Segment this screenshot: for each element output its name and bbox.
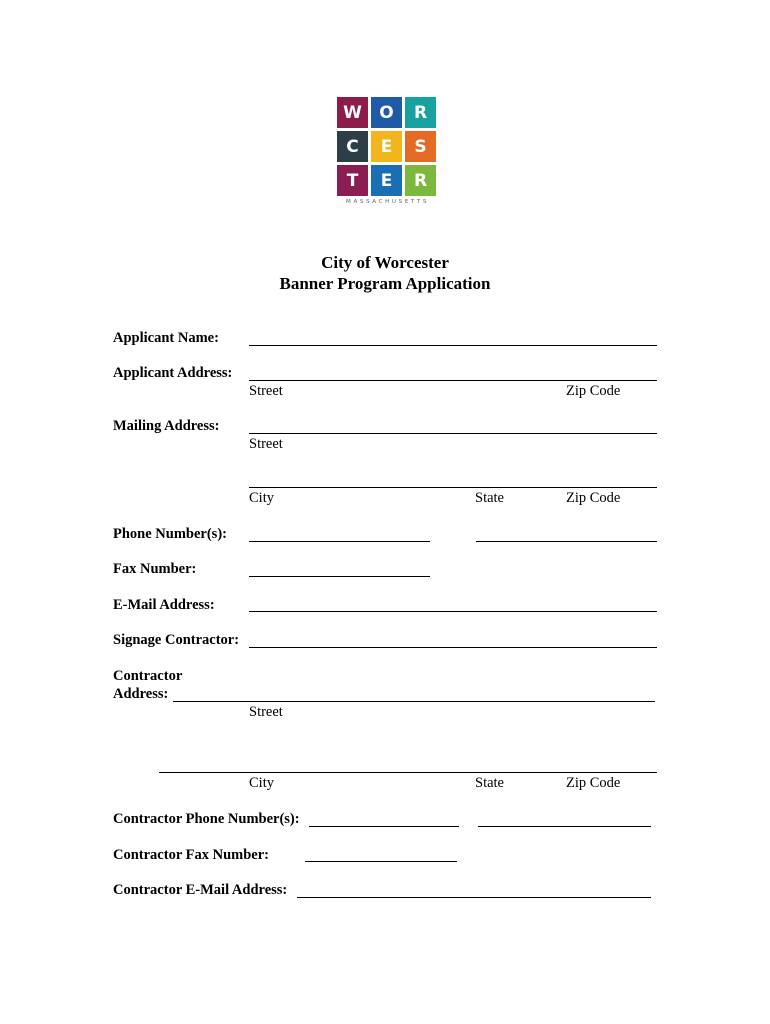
fax-field[interactable]	[249, 576, 430, 577]
email-field[interactable]	[249, 611, 657, 612]
state-caption: State	[475, 775, 504, 791]
contractor-fax-label: Contractor Fax Number:	[113, 847, 269, 863]
applicant-name-field[interactable]	[249, 345, 657, 346]
zip-caption: Zip Code	[566, 383, 621, 399]
mailing-address-label: Mailing Address:	[113, 418, 220, 434]
applicant-name-label: Applicant Name:	[113, 330, 219, 346]
logo-tile: E	[371, 131, 402, 162]
logo-tile: E	[371, 165, 402, 196]
contractor-fax-field[interactable]	[305, 861, 457, 862]
phone-field-1[interactable]	[249, 541, 430, 542]
logo-grid	[337, 97, 438, 196]
logo-tile: O	[371, 97, 402, 128]
logo-tile: R	[405, 165, 436, 196]
mailing-street-field[interactable]	[249, 433, 657, 434]
phone-field-2[interactable]	[476, 541, 657, 542]
zip-caption: Zip Code	[566, 775, 621, 791]
phone-label: Phone Number(s):	[113, 526, 227, 542]
page-subtitle: Banner Program Application	[279, 274, 491, 293]
city-caption: City	[249, 490, 274, 506]
email-label: E-Mail Address:	[113, 597, 215, 613]
applicant-address-label: Applicant Address:	[113, 365, 233, 381]
contractor-phone-field-2[interactable]	[478, 826, 651, 827]
zip-caption: Zip Code	[566, 490, 621, 506]
contractor-city-state-zip-field[interactable]	[159, 772, 657, 773]
logo-subtitle: MASSACHUSETTS	[346, 199, 429, 205]
contractor-address-label-2: Address:	[113, 686, 169, 702]
logo-tile: W	[337, 97, 368, 128]
contractor-phone-field-1[interactable]	[309, 826, 459, 827]
street-caption: Street	[249, 704, 283, 720]
worcester-logo	[337, 97, 438, 205]
contractor-address-label-1: Contractor	[113, 668, 183, 684]
logo-tile: S	[405, 131, 436, 162]
street-caption: Street	[249, 436, 283, 452]
contractor-street-field[interactable]	[173, 701, 655, 702]
contractor-email-field[interactable]	[297, 897, 651, 898]
mailing-city-state-zip-field[interactable]	[249, 487, 657, 488]
state-caption: State	[475, 490, 504, 506]
street-caption: Street	[249, 383, 283, 399]
page-title: City of Worcester	[321, 253, 449, 272]
logo-tile: R	[405, 97, 436, 128]
logo-tile: T	[337, 165, 368, 196]
fax-label: Fax Number:	[113, 561, 197, 577]
logo-tile: C	[337, 131, 368, 162]
city-caption: City	[249, 775, 274, 791]
contractor-phone-label: Contractor Phone Number(s):	[113, 811, 300, 827]
signage-contractor-field[interactable]	[249, 647, 657, 648]
applicant-address-field[interactable]	[249, 380, 657, 381]
contractor-email-label: Contractor E-Mail Address:	[113, 882, 288, 898]
signage-contractor-label: Signage Contractor:	[113, 632, 240, 648]
